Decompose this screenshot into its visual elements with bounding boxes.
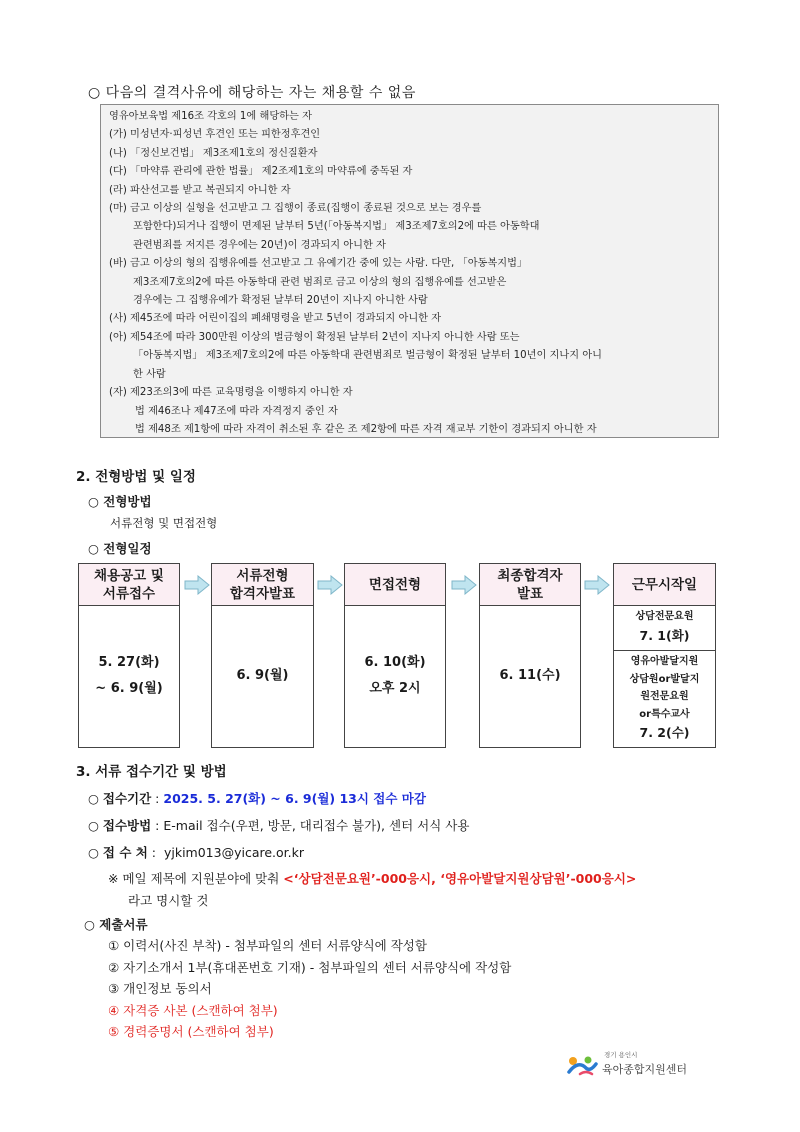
email-note: ※ 메일 제목에 지원분야에 맞춰 <‘상담전문요원’-000응시, ‘영유아발달지원상담원’-000응시>: [108, 871, 637, 886]
stage-interview: [344, 563, 446, 748]
disqualification-item: (마) 금고 이상의 실형을 선고받고 그 집행이 종료(집행이 종료된 것으로 보는 경우를: [109, 203, 482, 215]
stage-final-result: [479, 563, 581, 748]
stage-head: 면접전형: [345, 564, 445, 606]
disqualification-list: [109, 126, 710, 439]
section3-title: 3. 서류 접수기간 및 방법: [76, 764, 227, 780]
disqualification-item: (나) 「정신보건법」 제3조제1호의 정신질환자: [109, 147, 318, 159]
stage-head: 최종합격자 발표: [480, 564, 580, 606]
disqualification-item: (아) 제54조에 따라 300만원 이상의 벌금형이 확정된 날부터 2년이 지나지 아니한 사람 또는: [109, 331, 520, 343]
stage-body: 6. 9(월): [236, 668, 289, 683]
disqualification-item: (라) 파산선고를 받고 복권되지 아니한 자: [109, 184, 291, 196]
right-arrow-icon: [317, 575, 343, 595]
center-logo: [566, 1048, 726, 1082]
right-arrow-icon: [451, 575, 477, 595]
right-arrow-icon: [184, 575, 210, 595]
start-date-row-2: 영유아발달지원 상담원or발달지 원전문요원 or특수교사 7. 2(수): [629, 656, 700, 740]
disqualification-item: 한 사람: [133, 368, 166, 380]
logo-mark-icon: [566, 1052, 600, 1078]
doc-item: ⑤ 경력증명서 (스캔하여 첨부): [108, 1024, 274, 1039]
method-row: ○ 접수방법 : E-mail 접수(우편, 방문, 대리접수 불가), 센터 서식 사용: [88, 818, 470, 833]
doc-item: ④ 자격증 사본 (스캔하여 첨부): [108, 1002, 278, 1018]
stage-head: 근무시작일: [614, 564, 715, 606]
disqualification-item: 관련범죄를 저지른 경우에는 20년)이 경과되지 아니한 자: [133, 239, 386, 251]
disqualification-header: 영유아보육법 제16조 각호의 1에 해당하는 자: [109, 111, 312, 122]
doc-item: ② 자기소개서 1부(휴대폰번호 기재) - 첨부파일의 센터 서류양식에 작성함: [108, 959, 512, 975]
disqualification-item: (바) 금고 이상의 형의 집행유예를 선고받고 그 유예기간 중에 있는 사람. 다만, 「아동복지법」: [109, 258, 528, 270]
disqualification-item: 법 제46조나 제47조에 따라 자격정지 중인 자: [135, 405, 338, 417]
start-date-row-1: 상담전문요원 7. 1(화): [614, 605, 715, 651]
stage-head: 채용공고 및 서류접수: [79, 564, 179, 606]
disqualification-item: 「아동복지법」 제3조제7호의2에 따른 아동학대 관련범죄로 벌금형이 확정된 날부터 10년이 지나지 아니: [133, 350, 602, 362]
where-row: ○ 접 수 처 : yjkim013@yicare.or.kr: [88, 845, 305, 860]
disqualification-item: 경우에는 그 집행유예가 확정된 날부터 20년이 지나지 아니한 사람: [133, 295, 428, 307]
stage-start-date: [613, 563, 716, 748]
disqualification-item: (사) 제45조에 따라 어린이집의 폐쇄명령을 받고 5년이 경과되지 아니한 자: [109, 313, 442, 325]
intro-heading: ○ 다음의 결격사유에 해당하는 자는 채용할 수 없음: [88, 85, 416, 101]
doc-list: [108, 935, 511, 1043]
logo-name: 육아종합지원센터: [602, 1063, 688, 1076]
doc-item: ③ 개인정보 동의서: [108, 981, 212, 996]
stage-body: 6. 10(화) 오후 2시: [364, 655, 426, 696]
stage-body: 6. 11(수): [499, 668, 561, 683]
disqualification-item: 포함한다)되거나 집행이 면제된 날부터 5년(「아동복지법」 제3조제7호의2에 따른 아동학대: [133, 221, 540, 233]
disqualification-item: (자) 제23조의3에 따른 교육명령을 이행하지 아니한 자: [109, 387, 353, 399]
doc-item: ① 이력서(사진 부착) - 첨부파일의 센터 서류양식에 작성함: [108, 938, 427, 953]
disqualification-item: 법 제48조 제1항에 따라 자격이 취소된 후 같은 조 제2항에 따른 자격 재교부 기한이 경과되지 아니한 자: [135, 423, 597, 435]
method-label: ○ 전형방법: [88, 494, 152, 509]
disqualification-box: [100, 104, 719, 438]
disqualification-item: (다) 「마약류 관리에 관한 법률」 제2조제1호의 마약류에 중독된 자: [109, 166, 413, 178]
method-text: 서류전형 및 면접전형: [110, 516, 218, 530]
disqualification-item: (가) 미성년자·피성년 후견인 또는 피한정후견인: [109, 129, 321, 141]
stage-document-result: [211, 563, 314, 748]
period-row: ○ 접수기간 : 2025. 5. 27(화) ~ 6. 9(월) 13시 접수 마감: [88, 791, 426, 806]
disqualification-item: 제3조제7호의2에 따른 아동학대 관련 범죄로 금고 이상의 형의 집행유예를 선고받은: [133, 276, 507, 288]
docs-label: ○ 제출서류: [84, 917, 148, 932]
email-note-suffix: 라고 명시할 것: [128, 893, 209, 908]
section2-title: 2. 전형방법 및 일정: [76, 469, 196, 485]
stage-application: [78, 563, 180, 748]
stage-body: 5. 27(화) ~ 6. 9(월): [95, 655, 163, 696]
right-arrow-icon: [584, 575, 610, 595]
stage-head: 서류전형 합격자발표: [212, 564, 313, 606]
logo-small-text: 경기 용인시: [604, 1051, 638, 1059]
schedule-label: ○ 전형일정: [88, 541, 152, 556]
